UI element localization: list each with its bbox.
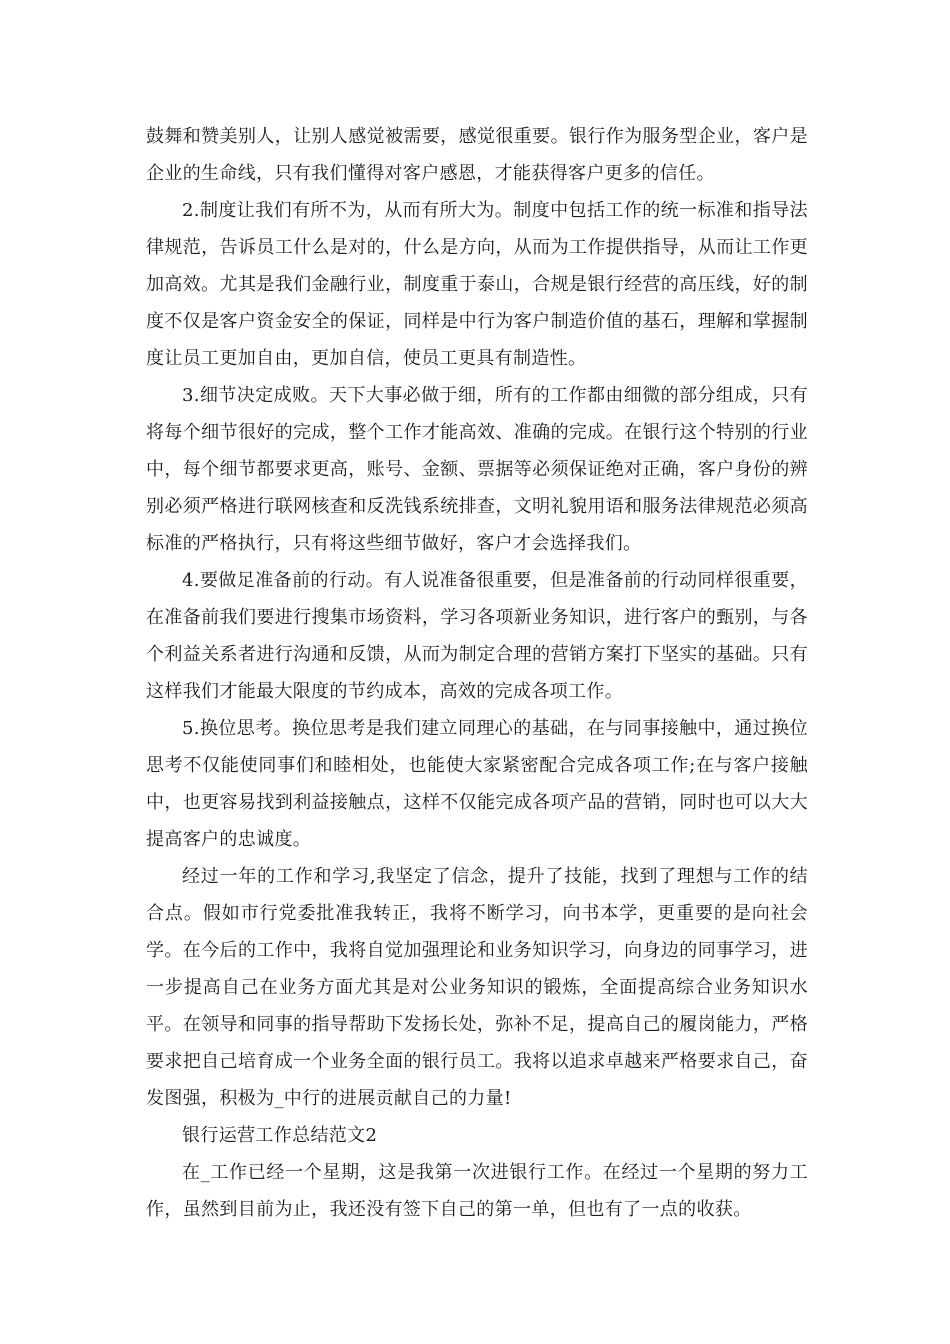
paragraph-point-4: 4.要做足准备前的行动。有人说准备很重要，但是准备前的行动同样很重要，在准备前我们要进行搜集市场资料，学习各项新业务知识，进行客户的甄别，与各个利益关系者进行沟通和反馈，从而为制定合理的营销方案打下坚实的基础。只有这样我们才能最大限度的节约成本，高效的完成各项工作。 bbox=[146, 570, 808, 702]
paragraph-point-5: 5.换位思考。换位思考是我们建立同理心的基础，在与同事接触中，通过换位思考不仅能使同事们和睦相处，也能使大家紧密配合完成各项工作;在与客户接触中，也更容易找到利益接触点，这样不仅能完成各项产品的营销，同时也可以大大提高客户的忠诚度。 bbox=[146, 718, 808, 850]
paragraph-section-2-intro: 在_工作已经一个星期，这是我第一次进银行工作。在经过一个星期的努力工作，虽然到目前为止，我还没有签下自己的第一单，但也有了一点的收获。 bbox=[146, 1162, 808, 1220]
paragraph-point-3: 3.细节决定成败。天下大事必做于细，所有的工作都由细微的部分组成，只有将每个细节很好的完成，整个工作才能高效、准确的完成。在银行这个特别的行业中，每个细节都要求更高，账号、金额、票据等必须保证绝对正确，客户身份的辨别必须严格进行联网核查和反洗钱系统排查，文明礼貌用语和服务法律规范必须高标准的严格执行，只有将这些细节做好，客户才会选择我们。 bbox=[146, 385, 808, 554]
paragraph-point-2: 2.制度让我们有所不为，从而有所大为。制度中包括工作的统一标准和指导法律规范，告诉员工什么是对的，什么是方向，从而为工作提供指导，从而让工作更加高效。尤其是我们金融行业，制度重于泰山，合规是银行经营的高压线，好的制度不仅是客户资金安全的保证，同样是中行为客户制造价值的基石，理解和掌握制度让员工更加自由，更加自信，使员工更具有制造性。 bbox=[146, 200, 808, 369]
paragraph-conclusion: 经过一年的工作和学习,我坚定了信念，提升了技能，找到了理想与工作的结合点。假如市行党委批准我转正，我将不断学习，向书本学，更重要的是向社会学。在今后的工作中，我将自觉加强理论和业务知识学习，向身边的同事学习，进一步提高自己在业务方面尤其是对公业务知识的锻炼，全面提高综合业务知识水平。在领导和同事的指导帮助下发扬长处，弥补不足，提高自己的履岗能力，严格要求把自己培育成一个业务全面的银行员工。我将以追求卓越来严格要求自己，奋发图强，积极为_中行的进展贡献自己的力量! bbox=[146, 866, 808, 1109]
document-body bbox=[146, 118, 808, 1228]
paragraph-continued: 鼓舞和赞美别人，让别人感觉被需要，感觉很重要。银行作为服务型企业，客户是企业的生命线，只有我们懂得对客户感恩，才能获得客户更多的信任。 bbox=[146, 126, 808, 184]
section-heading: 银行运营工作总结范文2 bbox=[182, 1125, 378, 1146]
